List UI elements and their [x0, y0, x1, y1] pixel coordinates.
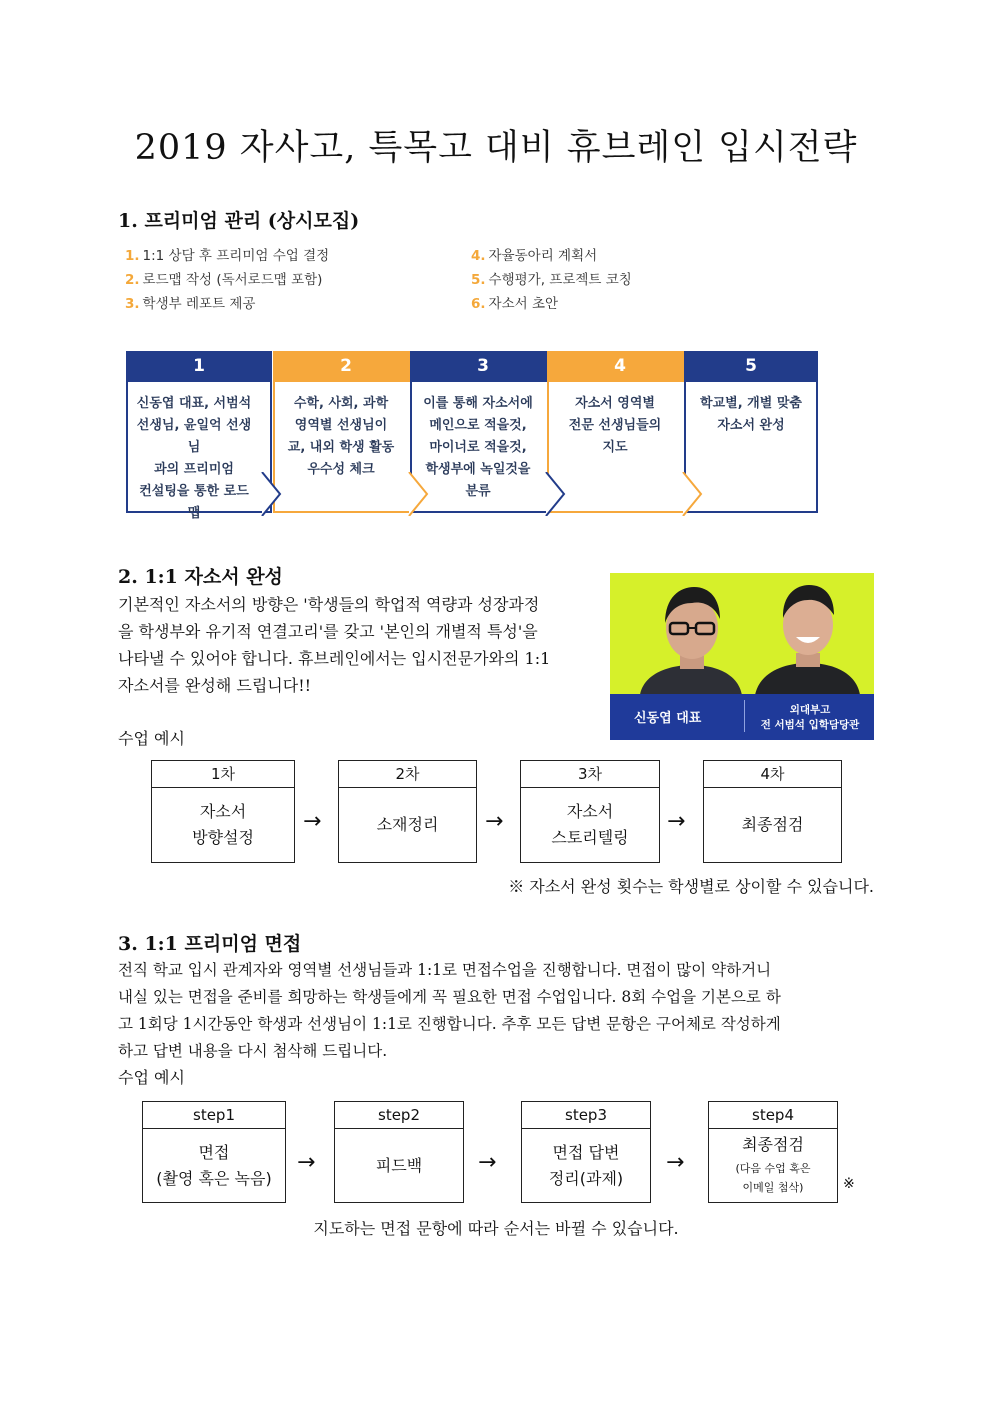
flow-box-body: 자소서 방향설정: [192, 802, 254, 847]
chevron-right-icon: [260, 472, 282, 516]
step-number: 3: [410, 351, 556, 382]
arrow-right-icon: →: [297, 1150, 316, 1175]
section3-heading: 3. 1:1 프리미엄 면접: [118, 933, 302, 955]
flow-box-head: 4차: [704, 761, 841, 788]
step-text: 신동엽 대표, 서범석 선생님, 윤일억 선생님 과의 프리미엄 컨설팅을 통한 로드맵: [136, 396, 252, 521]
instructor-name-1: 신동엽 대표: [634, 711, 702, 726]
flow-box-4: [703, 760, 842, 863]
step-text: 자소서 영역별 전문 선생님들의 지도: [568, 396, 662, 455]
flow-box-head: 3차: [521, 761, 659, 788]
section1-list-right: [471, 244, 632, 316]
step-number: 2: [273, 351, 419, 382]
flow-box-4: [708, 1101, 838, 1203]
flow-box-body: 면접 (촬영 혹은 녹음): [156, 1142, 272, 1188]
step-text: 수학, 사회, 과학 영역별 선생님이 교, 내외 학생 활동 우수성 체크: [287, 396, 395, 477]
flow-box-3: [520, 760, 660, 863]
list-item: 3. 학생부 레포트 제공: [125, 296, 256, 312]
section3-note: 지도하는 면접 문항에 따라 순서는 바뀔 수 있습니다.: [313, 1219, 679, 1238]
process-step-5: [684, 351, 818, 513]
chevron-right-icon: [681, 472, 703, 516]
chevron-right-icon: [407, 472, 429, 516]
list-item: 2. 로드맵 작성 (독서로드맵 포함): [125, 272, 323, 288]
step-number: 5: [684, 351, 818, 382]
flow-box-2: [334, 1101, 464, 1203]
list-item: 4. 자율동아리 계획서: [471, 248, 598, 264]
flow-box-body: 최종점검 (다음 수업 혹은 이메일 첨삭): [735, 1134, 811, 1194]
arrow-right-icon: →: [485, 809, 504, 834]
flow-box-head: step4: [709, 1102, 837, 1129]
step-number: 1: [126, 351, 272, 382]
step-number: 4: [547, 351, 693, 382]
section2-note: ※ 자소서 완성 횟수는 학생별로 상이할 수 있습니다.: [508, 877, 874, 896]
chevron-right-icon: [544, 472, 566, 516]
instructor-name-2: 외대부고 전 서범석 입학담당관: [760, 704, 860, 731]
flow-box-body: 소재정리: [376, 815, 439, 834]
section2-heading: 2. 1:1 자소서 완성: [118, 566, 283, 588]
process-step-4: [547, 351, 693, 513]
flow-box-3: [521, 1101, 651, 1203]
section3-paragraph: 전직 학교 입시 관계자와 영역별 선생님들과 1:1로 면접수업을 진행합니다. 면접이 많이 약하거니 내실 있는 면접을 준비를 희망하는 학생들에게 꼭 필요한 면접 수업입니다. 8회 수업을 기본으로 하 고 1회당 1시간동안 학생과 선생님이 1:1로 진행합니다. 추후 모든 답변 문항은 구어체로 작성하게 하고 답변 내용을 다시 첨삭해 드립니다.: [118, 961, 781, 1060]
flow-box-head: step2: [335, 1102, 463, 1129]
list-item: 5. 수행평가, 프로젝트 코칭: [471, 272, 632, 288]
page-title: 2019 자사고, 특목고 대비 휴브레인 입시전략: [134, 128, 858, 168]
flow-box-1: [151, 760, 295, 863]
process-step-2: [273, 351, 419, 513]
step-text: 이를 통해 자소서에 메인으로 적을것, 마이너로 적을것, 학생부에 녹일것을 분류: [423, 396, 533, 499]
flow-box-body: 자소서 스토리텔링: [551, 802, 629, 847]
flow-box-body: 최종점검: [741, 815, 804, 834]
asterisk-mark: ※: [843, 1176, 855, 1192]
list-item: 1. 1:1 상담 후 프리미엄 수업 결정: [125, 248, 330, 264]
flow-box-1: [142, 1101, 286, 1203]
arrow-right-icon: →: [478, 1150, 497, 1175]
arrow-right-icon: →: [667, 809, 686, 834]
flow-box-head: step3: [522, 1102, 650, 1129]
banner-footer: [610, 694, 874, 740]
section2-paragraph: 기본적인 자소서의 방향은 '학생들의 학업적 역량과 성장과정 을 학생부와 유기적 연결고리'를 갖고 '본인의 개별적 특성'을 나타낼 수 있어야 합니다. 휴브레인에서는 입시전문가와의 1:1 자소서를 완성해 드립니다!!: [118, 595, 551, 695]
flow-box-body: 면접 답변 정리(과제): [548, 1142, 624, 1188]
flow-box-head: 1차: [152, 761, 294, 788]
section1-heading: 1. 프리미엄 관리 (상시모집): [118, 210, 360, 232]
section3-example-label: 수업 예시: [118, 1068, 185, 1087]
list-item: 6. 자소서 초안: [471, 296, 559, 312]
step-text: 학교별, 개별 맞춤 자소서 완성: [700, 396, 802, 433]
divider: [744, 700, 745, 732]
flow-box-head: step1: [143, 1102, 285, 1129]
flow-box-body: 피드백: [375, 1155, 423, 1175]
process-step-3: [410, 351, 556, 513]
instructor-photo-banner: [610, 573, 874, 740]
flow-box-2: [338, 760, 477, 863]
process-step-1: [126, 351, 272, 521]
arrow-right-icon: →: [303, 809, 322, 834]
section1-list-left: [125, 244, 329, 316]
flow-box-head: 2차: [339, 761, 476, 788]
arrow-right-icon: →: [666, 1150, 685, 1175]
section2-example-label: 수업 예시: [118, 729, 185, 748]
